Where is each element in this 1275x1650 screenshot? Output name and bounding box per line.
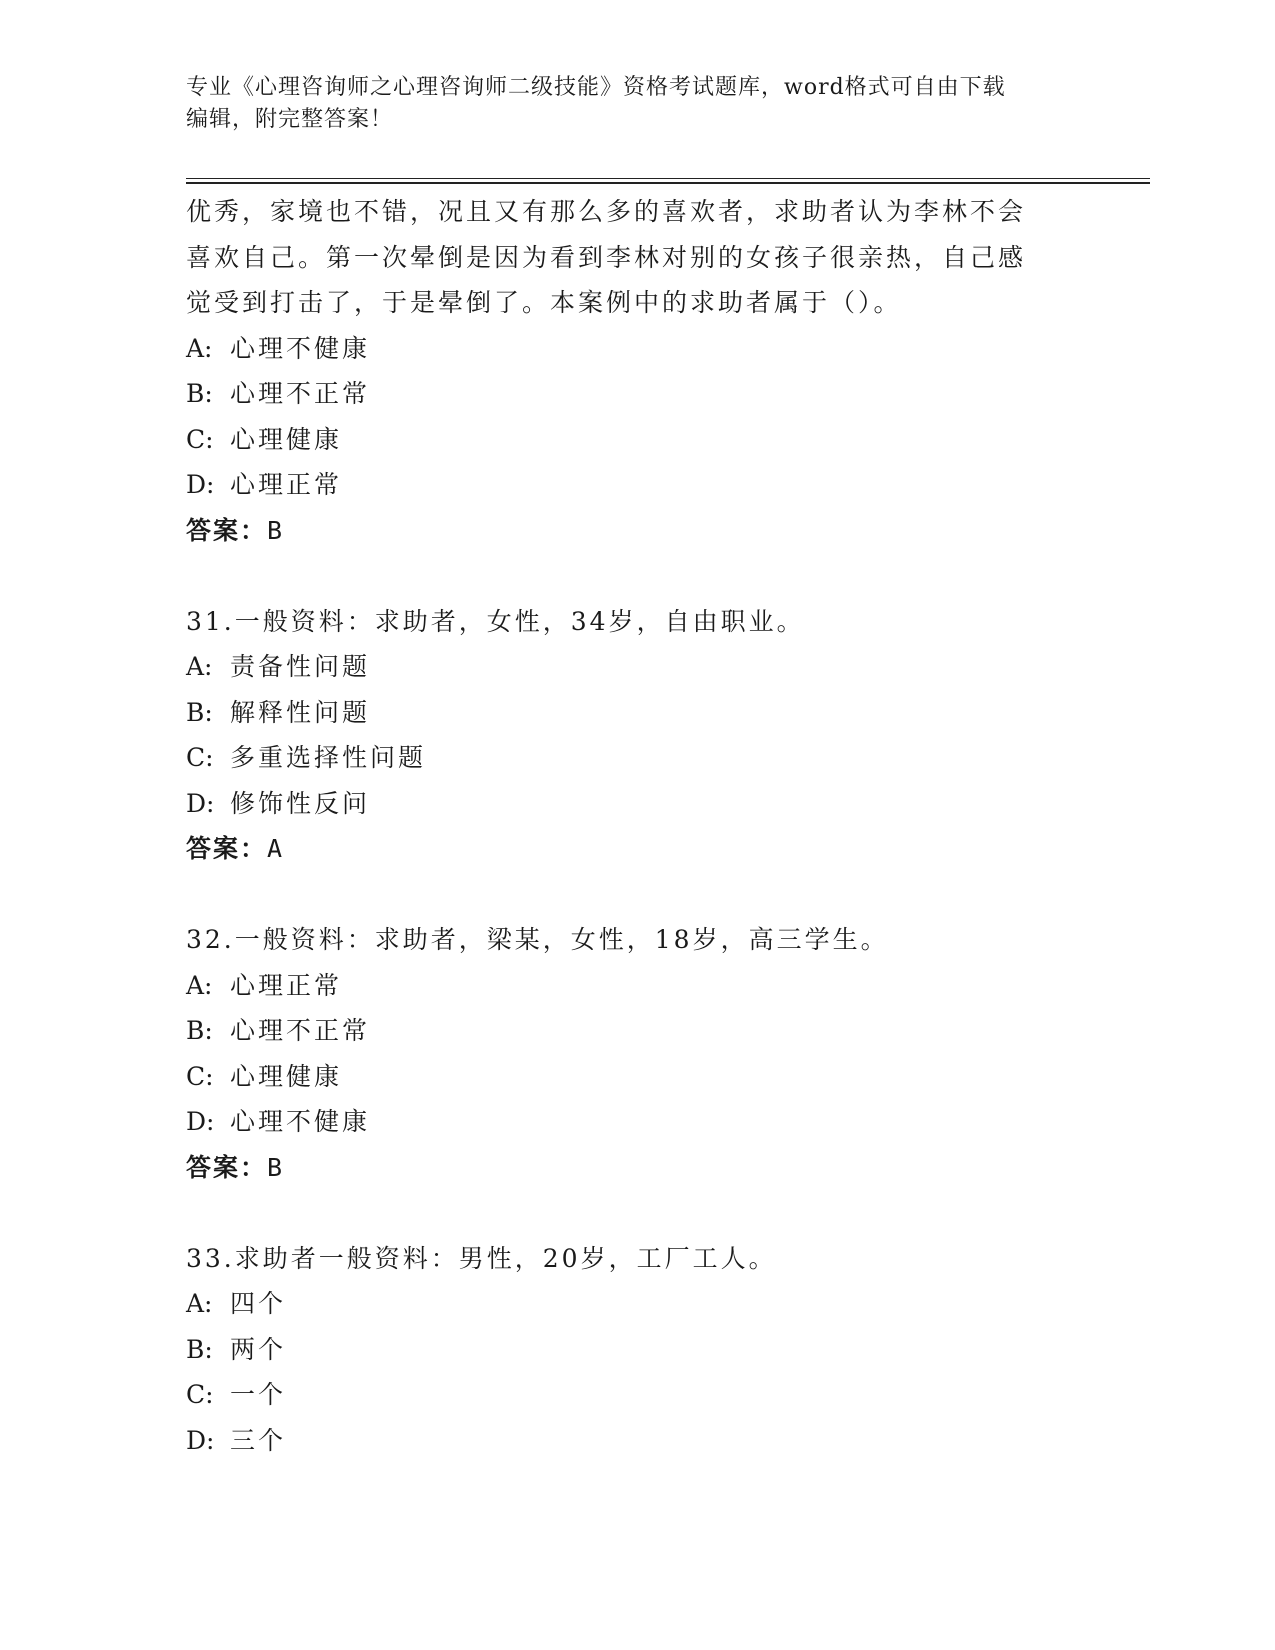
- option-text: 心理不正常: [230, 379, 371, 408]
- option-d: [186, 1099, 1086, 1145]
- option-d: [186, 462, 1086, 508]
- option-text: 心理正常: [230, 470, 343, 499]
- option-letter: A:: [186, 652, 213, 681]
- question-stem: 33.求助者一般资料：男性，20岁，工厂工人。: [186, 1243, 777, 1273]
- option-d: [186, 1418, 1086, 1464]
- option-text: 四个: [230, 1289, 287, 1318]
- answer-label: 答案：: [186, 1152, 268, 1182]
- option-letter: C:: [186, 424, 214, 454]
- question-33: [186, 1236, 1086, 1464]
- option-a: [186, 1281, 1086, 1327]
- question-text-line: 觉受到打击了，于是晕倒了。本案例中的求助者属于（）。: [186, 288, 902, 317]
- option-letter: D:: [186, 788, 215, 818]
- option-b: [186, 1008, 1086, 1054]
- header-rule-thin: [186, 178, 1150, 179]
- answer-label: 答案：: [186, 515, 268, 545]
- option-letter: D:: [186, 470, 215, 499]
- option-a: [186, 644, 1086, 690]
- option-letter: D:: [186, 1425, 215, 1455]
- answer-line: [186, 508, 1086, 554]
- header-line-2: 编辑，附完整答案！: [186, 107, 394, 132]
- option-letter: D:: [186, 1107, 215, 1136]
- option-letter: B:: [186, 1334, 213, 1364]
- option-letter: B:: [186, 1016, 213, 1045]
- option-c: [186, 417, 1086, 463]
- spacer: [186, 872, 1086, 918]
- spacer: [186, 553, 1086, 599]
- option-text: 心理正常: [230, 970, 343, 1000]
- question-text-line: 喜欢自己。第一次晕倒是因为看到李林对别的女孩子很亲热，自己感: [186, 242, 1027, 272]
- option-letter: A:: [186, 970, 213, 1000]
- answer-value: B: [267, 515, 285, 545]
- option-letter: A:: [186, 1289, 213, 1318]
- option-letter: B:: [186, 379, 213, 408]
- option-b: [186, 690, 1086, 736]
- question-32: [186, 917, 1086, 1190]
- question-body: [186, 189, 1086, 1463]
- option-text: 责备性问题: [230, 652, 371, 681]
- option-d: [186, 781, 1086, 827]
- option-letter: C:: [186, 1380, 214, 1409]
- page-header: [186, 72, 1066, 136]
- option-a: [186, 963, 1086, 1009]
- option-letter: C:: [186, 743, 214, 772]
- option-text: 修饰性反问: [230, 788, 371, 818]
- header-line-1: 专业《心理咨询师之心理咨询师二级技能》资格考试题库，word格式可自由下载: [186, 75, 1006, 100]
- answer-line: [186, 826, 1086, 872]
- option-b: [186, 1327, 1086, 1373]
- option-text: 心理不健康: [230, 333, 371, 363]
- question-stem: 31.一般资料：求助者，女性，34岁，自由职业。: [186, 606, 805, 636]
- header-rule-thick: [186, 182, 1150, 184]
- option-letter: C:: [186, 1061, 214, 1091]
- option-text: 两个: [230, 1334, 287, 1364]
- option-c: [186, 735, 1086, 781]
- option-text: 心理不健康: [230, 1107, 371, 1136]
- answer-value: A: [267, 834, 285, 863]
- answer-value: B: [267, 1152, 285, 1182]
- option-letter: A:: [186, 333, 213, 363]
- option-a: [186, 326, 1086, 372]
- option-c: [186, 1054, 1086, 1100]
- option-text: 解释性问题: [230, 697, 371, 727]
- question-continuation: [186, 189, 1086, 553]
- question-31: [186, 599, 1086, 872]
- answer-label: 答案：: [186, 834, 268, 863]
- option-text: 一个: [230, 1380, 287, 1409]
- option-c: [186, 1372, 1086, 1418]
- question-stem: 32.一般资料：求助者，梁某，女性，18岁，高三学生。: [186, 925, 889, 954]
- option-text: 三个: [230, 1425, 287, 1455]
- option-b: [186, 371, 1086, 417]
- spacer: [186, 1190, 1086, 1236]
- option-text: 心理不正常: [230, 1016, 371, 1045]
- answer-line: [186, 1145, 1086, 1191]
- question-text-line: 优秀，家境也不错，况且又有那么多的喜欢者，求助者认为李林不会: [186, 197, 1027, 226]
- option-text: 心理健康: [230, 424, 343, 454]
- option-letter: B:: [186, 697, 213, 727]
- option-text: 心理健康: [230, 1061, 343, 1091]
- option-text: 多重选择性问题: [230, 743, 427, 772]
